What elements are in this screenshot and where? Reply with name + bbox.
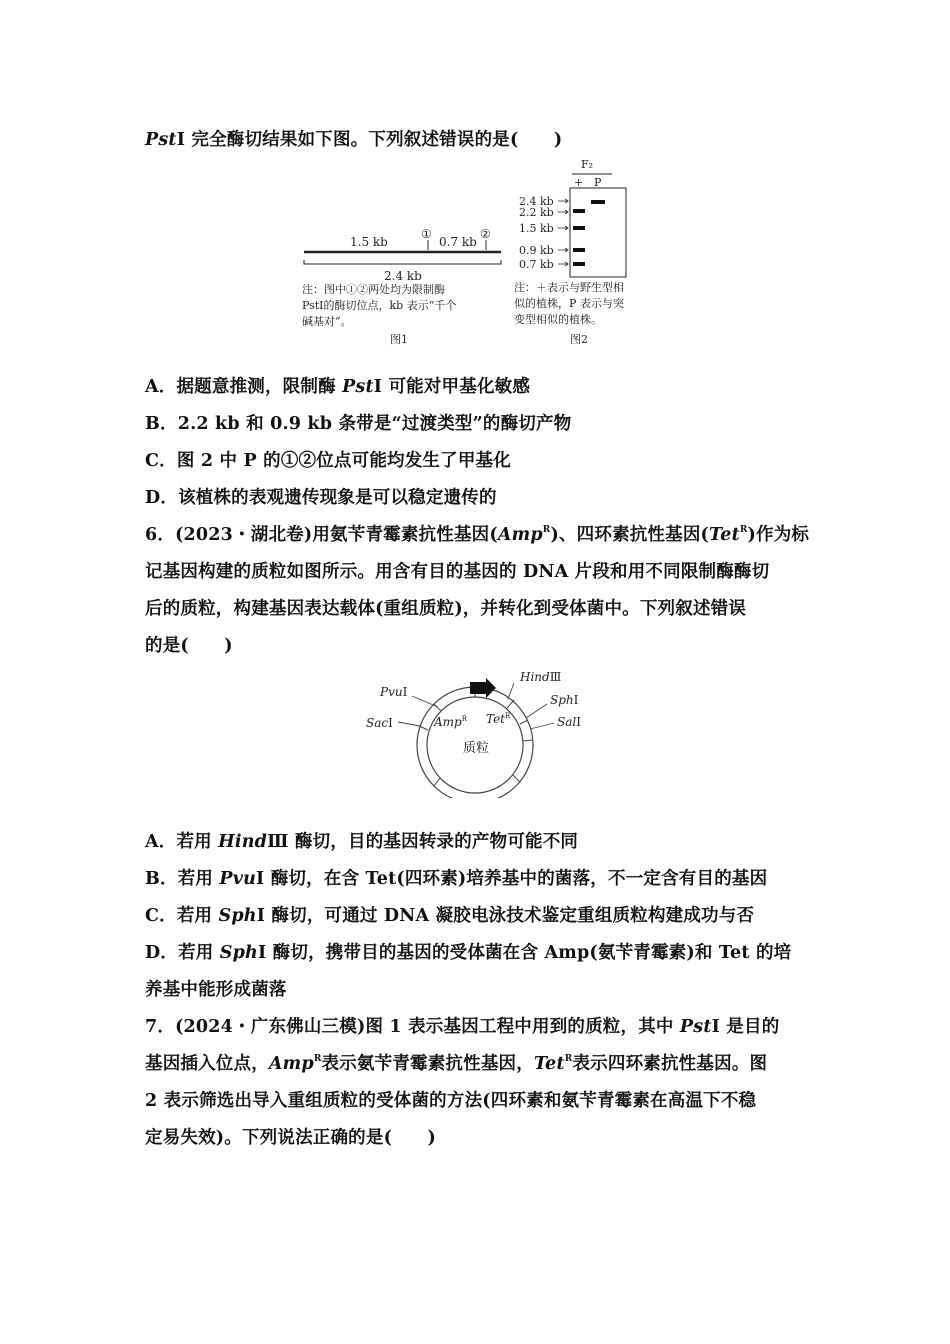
intro-line xyxy=(145,126,562,151)
q6-option-d: D．若用 SphⅠ 酶切，携带目的基因的受体菌在含 Amp(氨苄青霉素)和 Tet 的培 xyxy=(145,943,792,963)
figure-1 xyxy=(296,222,511,350)
q6-option-d-cont: 养基中能形成菌落 xyxy=(145,980,287,1000)
note-line: 注：图中①②两处均为限制酶 xyxy=(302,283,445,296)
site-pvu: PvuⅠ xyxy=(380,685,408,699)
band-plus-0.9 xyxy=(573,248,585,252)
size-label: 0.9 kb xyxy=(519,244,554,257)
size-label: 1.5 kb xyxy=(519,222,554,235)
q7-stem-line: 基因插入位点，Amp$^R$表示氨苄青霉素抗性基因，Tet$^R$表示四环素抗性基因。图 xyxy=(145,1054,768,1074)
length-bracket xyxy=(304,260,501,264)
header-p: P xyxy=(594,176,602,189)
site-sph: SphⅠ xyxy=(550,693,579,707)
option-c: C．图 2 中 P 的①②位点可能均发生了甲基化 xyxy=(145,451,511,471)
q6-stem-line: 6．(2023・湖北卷)用氨苄青霉素抗性基因(Amp$^R$)、四环素抗性基因(Tet$^R$)作为标 xyxy=(145,525,810,545)
site-sac: SacⅠ xyxy=(366,716,393,730)
intro-text: Ⅰ 完全酶切结果如下图。下列叙述错误的是( ) xyxy=(176,130,563,150)
option-b: B．2.2 kb 和 0.9 kb 条带是“过渡类型”的酶切产物 xyxy=(145,414,572,434)
note-line: PstⅠ的酶切位点，kb 表示“千个 xyxy=(302,299,457,312)
caption: 图2 xyxy=(570,333,588,346)
q7-stem-line: 7．(2024・广东佛山三模)图 1 表示基因工程中用到的质粒，其中 PstⅠ 是目的 xyxy=(145,1017,780,1037)
band-p-2.4 xyxy=(591,200,605,204)
enzyme-name: Pst xyxy=(145,130,177,150)
q6-option-b: B．若用 PvuⅠ 酶切，在含 Tet(四环素)培养基中的菌落，不一定含有目的基因 xyxy=(145,869,768,889)
amp-gene-label: Amp$^R$ xyxy=(434,715,468,729)
band-plus-1.5 xyxy=(573,226,585,230)
note-line: 似的植株，P 表示与突 xyxy=(514,297,624,310)
option-d: D．该植株的表观遗传现象是可以稳定遗传的 xyxy=(145,488,497,508)
size-label: 0.7 kb xyxy=(519,258,554,271)
q6-stem-line: 的是( ) xyxy=(145,636,233,656)
seg-right-label: 0.7 kb xyxy=(439,235,477,249)
note-line: 碱基对”。 xyxy=(302,315,352,328)
q6-stem-line: 后的质粒，构建基因表达载体(重组质粒)，并转化到受体菌中。下列叙述错误 xyxy=(145,599,747,619)
site-hind: HindⅢ xyxy=(520,670,562,684)
tet-gene-label: Tet$^R$ xyxy=(486,712,511,726)
band-plus-2.2 xyxy=(573,209,585,213)
figure-2 xyxy=(512,157,652,350)
size-label: 2.4 kb xyxy=(519,195,554,208)
note-line: 注：＋表示与野生型相 xyxy=(514,281,624,294)
caption: 图1 xyxy=(390,333,408,346)
site-2-label: ② xyxy=(480,227,491,241)
size-label: 2.2 kb xyxy=(519,206,554,219)
site-sal: SalⅠ xyxy=(557,715,581,729)
q7-stem-line: 定易失效)。下列说法正确的是( ) xyxy=(145,1128,436,1148)
q6-option-c: C．若用 SphⅠ 酶切，可通过 DNA 凝胶电泳技术鉴定重组质粒构建成功与否 xyxy=(145,906,755,926)
q6-stem-line: 记基因构建的质粒如图所示。用含有目的基因的 DNA 片段和用不同限制酶酶切 xyxy=(145,562,770,582)
total-label: 2.4 kb xyxy=(384,269,422,283)
header-plus: + xyxy=(574,176,584,189)
note-line: 变型相似的植株。 xyxy=(514,313,602,326)
site-1-label: ① xyxy=(421,227,432,241)
option-a: A．据题意推测，限制酶 PstⅠ 可能对甲基化敏感 xyxy=(145,377,531,397)
q7-stem-line: 2 表示筛选出导入重组质粒的受体菌的方法(四环素和氨苄青霉素在高温下不稳 xyxy=(145,1091,757,1111)
plasmid-figure xyxy=(362,666,592,798)
promoter-arrow-icon xyxy=(470,678,496,698)
seg-left-label: 1.5 kb xyxy=(350,235,388,249)
header-f2: F₂ xyxy=(581,158,594,171)
q6-option-a: A．若用 HindⅢ 酶切，目的基因转录的产物可能不同 xyxy=(145,832,579,852)
band-plus-0.7 xyxy=(573,262,585,266)
plasmid-center-label: 质粒 xyxy=(463,741,490,756)
